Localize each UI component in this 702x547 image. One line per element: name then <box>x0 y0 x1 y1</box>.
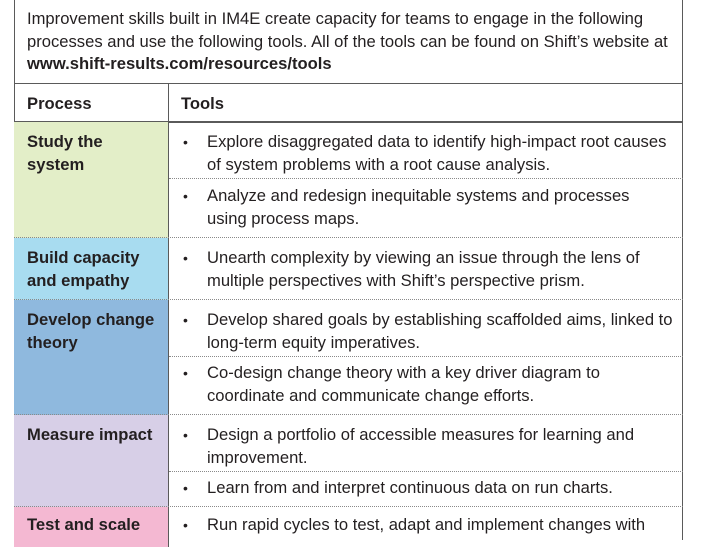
tool-text: Explore disaggregated data to identify high-impact root causes of system problems with a root cause analysis. <box>207 132 667 174</box>
column-header-process: Process <box>14 84 169 122</box>
bullet-icon: • <box>183 427 188 443</box>
tools-cell <box>169 122 683 238</box>
bullet-icon: • <box>183 480 188 496</box>
tool-text: Develop shared goals by establishing scaffolded aims, linked to long-term equity imperatives. <box>207 310 673 352</box>
intro-text: Improvement skills built in IM4E create capacity for teams to engage in the following processes and use the following tools. All of the tools can be found on Shift’s website at <box>27 9 668 51</box>
tool-item <box>169 514 683 537</box>
tool-text: Learn from and interpret continuous data on run charts. <box>207 478 613 497</box>
tool-item <box>169 362 683 407</box>
table-row <box>14 238 683 300</box>
process-cell: Build capacity and empathy <box>14 238 169 300</box>
tool-item <box>169 247 683 292</box>
tool-text: Run rapid cycles to test, adapt and implement changes with <box>207 515 646 534</box>
process-cell: Measure impact <box>14 415 169 507</box>
table-row <box>14 122 683 238</box>
tools-cell <box>169 507 683 547</box>
column-header-tools: Tools <box>181 94 225 113</box>
intro-paragraph <box>14 0 683 84</box>
tool-item <box>169 185 683 230</box>
tool-item <box>169 477 683 500</box>
bullet-icon: • <box>183 365 188 381</box>
table-row <box>14 415 683 507</box>
tools-cell <box>169 238 683 300</box>
bullet-icon: • <box>183 250 188 266</box>
table-row <box>14 300 683 415</box>
bullet-icon: • <box>183 188 188 204</box>
tool-item <box>169 424 683 469</box>
process-cell: Study the system <box>14 122 169 238</box>
tool-item <box>169 131 683 176</box>
bullet-icon: • <box>183 312 188 328</box>
tool-item <box>169 309 683 354</box>
tool-text: Design a portfolio of accessible measures for learning and improvement. <box>207 425 635 467</box>
tool-text: Unearth complexity by viewing an issue through the lens of multiple perspectives with Shift’s perspective prism. <box>207 248 640 290</box>
item-divider <box>169 178 683 179</box>
tools-link[interactable]: www.shift-results.com/resources/tools <box>27 54 332 73</box>
process-cell: Develop change theory <box>14 300 169 415</box>
tools-cell <box>169 415 683 507</box>
item-divider <box>169 356 683 357</box>
process-cell: Test and scale <box>14 507 169 547</box>
table-row <box>14 507 683 547</box>
item-divider <box>169 471 683 472</box>
bullet-icon: • <box>183 134 188 150</box>
tool-text: Analyze and redesign inequitable systems and processes using process maps. <box>207 186 630 228</box>
tool-text: Co-design change theory with a key driver diagram to coordinate and communicate change efforts. <box>207 363 600 405</box>
bullet-icon: • <box>183 517 188 533</box>
tools-cell <box>169 300 683 415</box>
